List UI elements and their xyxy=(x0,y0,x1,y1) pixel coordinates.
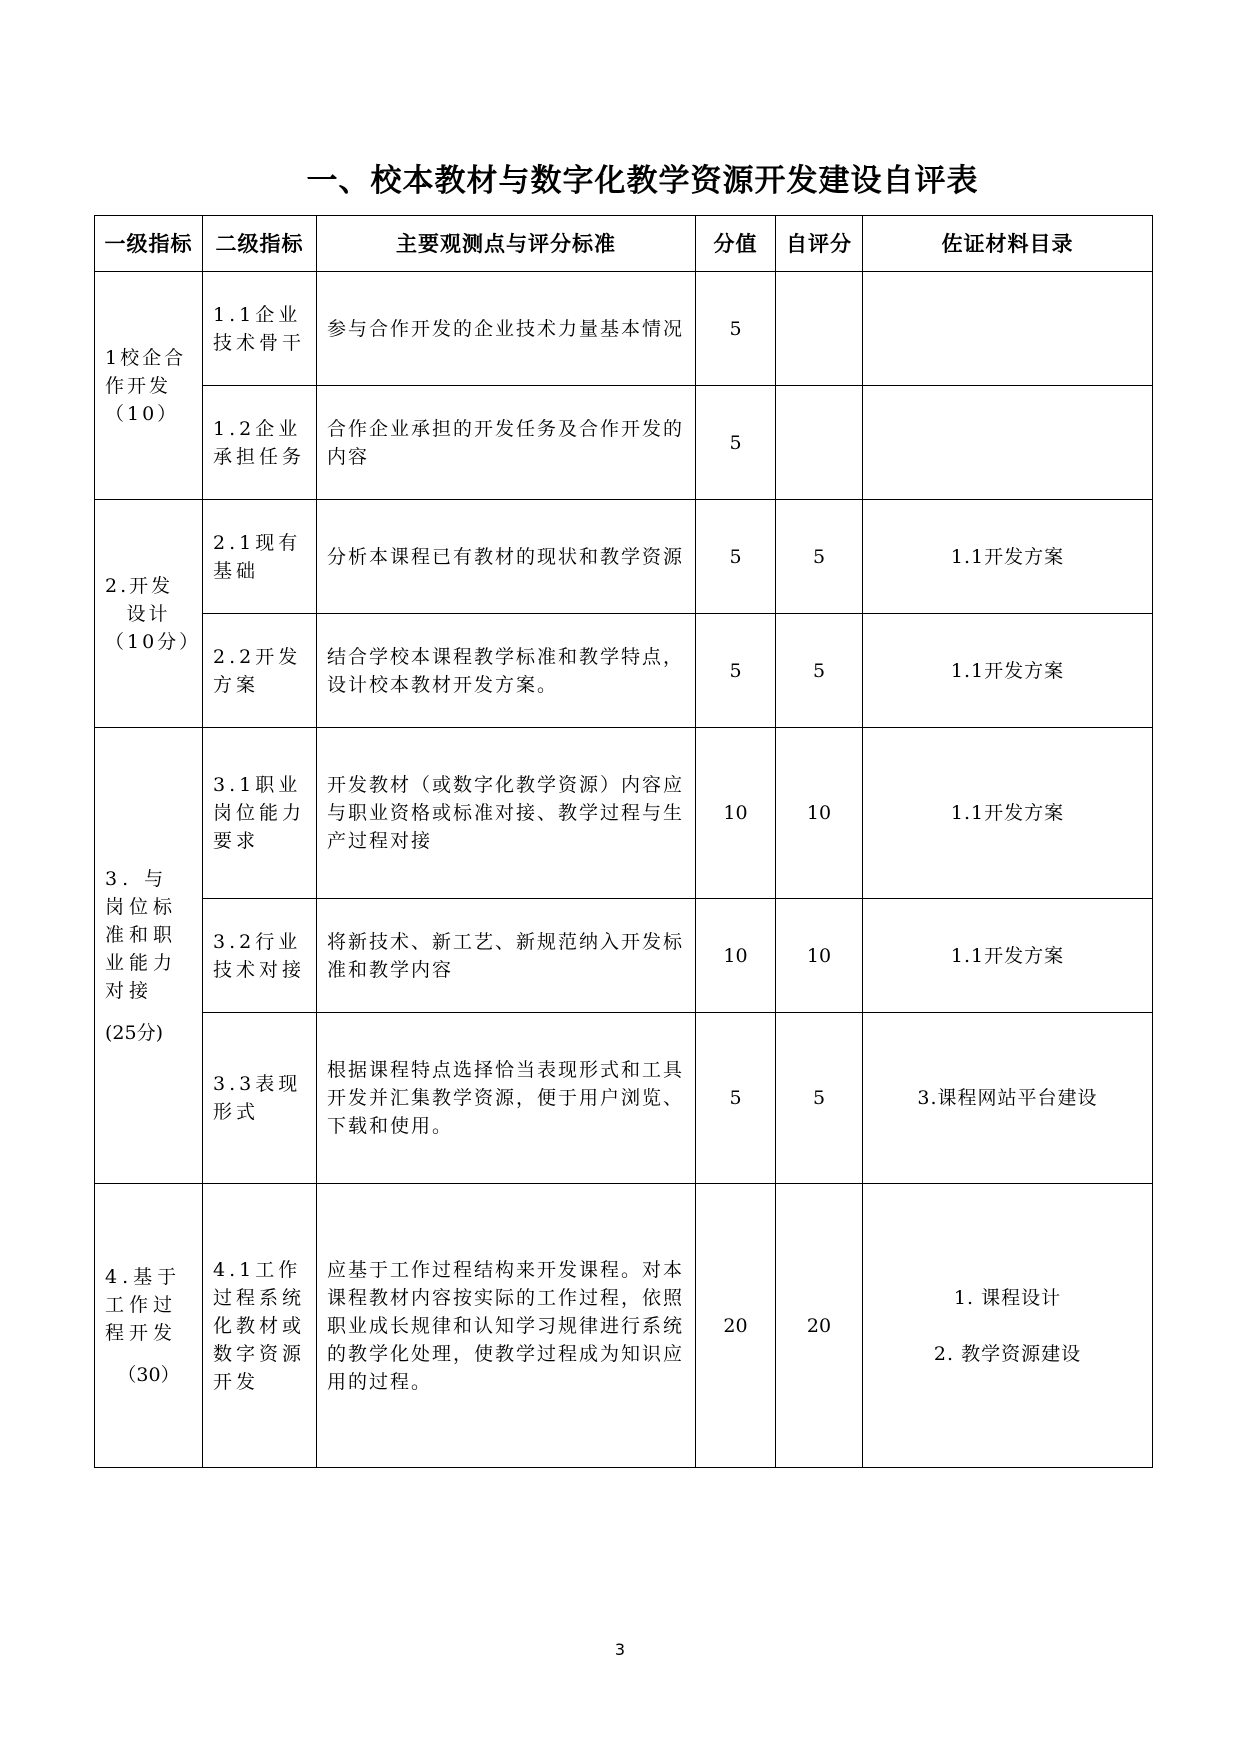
table-row xyxy=(95,899,1153,1013)
criteria-cell: 根据课程特点选择恰当表现形式和工具开发并汇集教学资源，便于用户浏览、下载和使用。 xyxy=(317,1013,696,1184)
evidence-item: 2. 教学资源建设 xyxy=(933,1342,1082,1365)
criteria-cell: 开发教材（或数字化教学资源）内容应与职业资格或标准对接、教学过程与生产过程对接 xyxy=(317,728,696,899)
score-cell: 20 xyxy=(696,1184,776,1468)
score-cell: 5 xyxy=(696,614,776,728)
table-header-row xyxy=(95,216,1153,272)
table-row xyxy=(95,500,1153,614)
self-score-cell: 10 xyxy=(776,728,863,899)
criteria-cell: 应基于工作过程结构来开发课程。对本课程教材内容按实际的工作过程，依照职业成长规律和认知学习规律进行系统的教学化处理，使教学过程成为知识应用的过程。 xyxy=(317,1184,696,1468)
level1-line: 3. 与岗位标准和职业能力对接 xyxy=(105,867,178,1002)
level2-indicator: 3.3表现形式 xyxy=(203,1013,317,1184)
self-score-cell: 5 xyxy=(776,1013,863,1184)
header-score: 分值 xyxy=(696,216,776,272)
level1-indicator: 1校企合作开发（10） xyxy=(95,272,203,500)
evidence-cell xyxy=(863,728,1153,899)
level1-indicator xyxy=(95,728,203,1184)
criteria-cell: 合作企业承担的开发任务及合作开发的内容 xyxy=(317,386,696,500)
level1-line: （30） xyxy=(117,1363,180,1386)
criteria-cell: 参与合作开发的企业技术力量基本情况 xyxy=(317,272,696,386)
score-cell: 10 xyxy=(696,728,776,899)
self-score-cell: 20 xyxy=(776,1184,863,1468)
score-cell: 5 xyxy=(696,272,776,386)
score-cell: 5 xyxy=(696,500,776,614)
table-row xyxy=(95,1013,1153,1184)
evidence-item: 1.1开发方案 xyxy=(950,659,1065,682)
evidence-item: 1.1开发方案 xyxy=(950,802,1065,824)
level1-line: (25分) xyxy=(105,1021,164,1044)
score-cell: 5 xyxy=(696,386,776,500)
evidence-item: 1.1开发方案 xyxy=(950,944,1065,967)
level2-indicator: 2.2开发方案 xyxy=(203,614,317,728)
self-score-cell: 10 xyxy=(776,899,863,1013)
evidence-cell xyxy=(863,500,1153,614)
criteria-cell: 将新技术、新工艺、新规范纳入开发标准和教学内容 xyxy=(317,899,696,1013)
self-score-cell: 5 xyxy=(776,614,863,728)
header-level1: 一级指标 xyxy=(95,216,203,272)
evidence-cell xyxy=(863,614,1153,728)
evidence-cell xyxy=(863,1184,1153,1468)
level2-indicator: 1.2企业承担任务 xyxy=(203,386,317,500)
level1-indicator xyxy=(95,1184,203,1468)
table-row xyxy=(95,386,1153,500)
level2-indicator: 2.1现有基础 xyxy=(203,500,317,614)
evidence-item: 3.课程网站平台建设 xyxy=(917,1087,1098,1109)
level2-indicator: 1.1企业技术骨干 xyxy=(203,272,317,386)
level1-line: （10分） xyxy=(105,630,202,653)
self-score-cell: 5 xyxy=(776,500,863,614)
score-cell: 5 xyxy=(696,1013,776,1184)
evidence-item: 1. 课程设计 xyxy=(953,1286,1062,1309)
header-criteria: 主要观测点与评分标准 xyxy=(317,216,696,272)
table-row xyxy=(95,272,1153,386)
self-evaluation-table xyxy=(94,215,1153,1468)
page-title: 一、校本教材与数字化教学资源开发建设自评表 xyxy=(306,163,979,199)
self-score-cell xyxy=(776,386,863,500)
level1-line: 4.基于工作过程开发 xyxy=(105,1265,182,1344)
header-self-score: 自评分 xyxy=(776,216,863,272)
criteria-cell: 结合学校本课程教学标准和教学特点，设计校本教材开发方案。 xyxy=(317,614,696,728)
evidence-cell xyxy=(863,386,1153,500)
level1-line: 设计 xyxy=(126,602,171,625)
header-evidence: 佐证材料目录 xyxy=(863,216,1153,272)
table-row xyxy=(95,614,1153,728)
level2-indicator: 3.1职业岗位能力要求 xyxy=(203,728,317,899)
table-row xyxy=(95,728,1153,899)
level1-indicator xyxy=(95,500,203,728)
header-level2: 二级指标 xyxy=(203,216,317,272)
level2-indicator: 4.1工作过程系统化教材或数字资源开发 xyxy=(203,1184,317,1468)
level2-indicator: 3.2行业技术对接 xyxy=(203,899,317,1013)
evidence-cell xyxy=(863,899,1153,1013)
evidence-cell xyxy=(863,272,1153,386)
score-cell: 10 xyxy=(696,899,776,1013)
evidence-item: 1.1开发方案 xyxy=(950,545,1065,568)
level1-line: 2.开发 xyxy=(105,574,174,597)
criteria-cell: 分析本课程已有教材的现状和教学资源 xyxy=(317,500,696,614)
page-number: 3 xyxy=(614,1640,626,1659)
table-row xyxy=(95,1184,1153,1468)
self-score-cell xyxy=(776,272,863,386)
evidence-cell xyxy=(863,1013,1153,1184)
